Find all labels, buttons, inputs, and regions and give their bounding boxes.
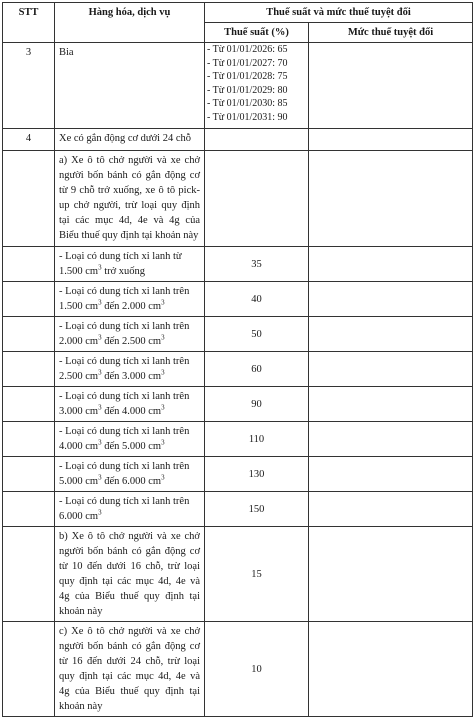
schedule-line: - Từ 01/01/2030: 85	[207, 98, 288, 109]
header-absolute: Mức thuế tuyệt đối	[309, 23, 473, 43]
table-row	[3, 387, 473, 422]
rate-cell: 35	[205, 247, 309, 282]
table-row	[3, 457, 473, 492]
schedule-line: - Từ 01/01/2026: 65	[207, 44, 288, 55]
table-row	[3, 151, 473, 247]
stt-cell	[3, 422, 55, 457]
stt-cell	[3, 151, 55, 247]
goods-cell: a) Xe ô tô chở người và xe chở người bốn bánh có gắn động cơ từ 9 chỗ trở xuống, xe ô tô pick-up chở người, trừ loại quy định tại các mục 4d, 4e và 4g của Biểu thuế quy định tại khoản này	[55, 151, 205, 247]
goods-cell: c) Xe ô tô chở người và xe chở người bốn bánh có gắn động cơ từ 16 đến dưới 24 chỗ, trừ loại quy định tại các mục 4d, 4e và 4g của Biểu thuế quy định tại khoản này	[55, 622, 205, 717]
table-row	[3, 282, 473, 317]
table-row	[3, 492, 473, 527]
rate-cell	[205, 151, 309, 247]
absolute-cell	[309, 317, 473, 352]
header-row-top	[3, 3, 473, 23]
goods-cell: - Loại có dung tích xi lanh trên 1.500 $cm^3$ đến 2.000 $cm^3$	[55, 282, 205, 317]
table-row	[3, 422, 473, 457]
rate-cell: 130	[205, 457, 309, 492]
absolute-cell	[309, 492, 473, 527]
rate-cell: 40	[205, 282, 309, 317]
stt-cell: 3	[3, 43, 55, 129]
goods-cell: b) Xe ô tô chở người và xe chở người bốn bánh có gắn động cơ từ 10 đến dưới 16 chỗ, trừ loại quy định tại các mục 4d, 4e và 4g của Biểu thuế quy định tại khoản này	[55, 527, 205, 622]
tax-rate-table	[2, 2, 473, 717]
goods-cell: - Loại có dung tích xi lanh trên 4.000 $cm^3$ đến 5.000 $cm^3$	[55, 422, 205, 457]
absolute-cell	[309, 422, 473, 457]
absolute-cell	[309, 387, 473, 422]
absolute-cell	[309, 129, 473, 151]
stt-cell	[3, 457, 55, 492]
absolute-cell	[309, 352, 473, 387]
stt-cell	[3, 387, 55, 422]
absolute-cell	[309, 622, 473, 717]
table-row	[3, 622, 473, 717]
rate-cell: 150	[205, 492, 309, 527]
absolute-cell	[309, 43, 473, 129]
header-rate: Thuế suất (%)	[205, 23, 309, 43]
goods-cell: - Loại có dung tích xi lanh trên 2.000 $cm^3$ đến 2.500 $cm^3$	[55, 317, 205, 352]
rate-cell: 60	[205, 352, 309, 387]
rate-cell: 90	[205, 387, 309, 422]
rate-cell: 110	[205, 422, 309, 457]
goods-cell: - Loại có dung tích xi lanh trên 3.000 $cm^3$ đến 4.000 $cm^3$	[55, 387, 205, 422]
stt-cell	[3, 622, 55, 717]
rate-cell: 15	[205, 527, 309, 622]
table-row	[3, 317, 473, 352]
table-row	[3, 247, 473, 282]
absolute-cell	[309, 151, 473, 247]
stt-cell	[3, 527, 55, 622]
stt-cell	[3, 247, 55, 282]
stt-cell	[3, 352, 55, 387]
goods-cell: - Loại có dung tích xi lanh trên 6.000 $cm^3$	[55, 492, 205, 527]
schedule-line: - Từ 01/01/2027: 70	[207, 57, 288, 69]
table-row	[3, 527, 473, 622]
rate-cell: 10	[205, 622, 309, 717]
goods-cell: Bia	[55, 43, 205, 129]
header-goods: Hàng hóa, dịch vụ	[55, 3, 205, 43]
table-row	[3, 352, 473, 387]
goods-cell: - Loại có dung tích xi lanh trên 2.500 $cm^3$ đến 3.000 $cm^3$	[55, 352, 205, 387]
absolute-cell	[309, 457, 473, 492]
rate-cell: 50	[205, 317, 309, 352]
stt-cell	[3, 492, 55, 527]
schedule-line: - Từ 01/01/2029: 80	[207, 84, 288, 96]
goods-cell: - Loại có dung tích xi lanh trên 5.000 $cm^3$ đến 6.000 $cm^3$	[55, 457, 205, 492]
absolute-cell	[309, 247, 473, 282]
goods-cell: Xe có gắn động cơ dưới 24 chỗ	[55, 129, 205, 151]
rate-cell	[205, 129, 309, 151]
table-row	[3, 43, 473, 129]
schedule-line: - Từ 01/01/2028: 75	[207, 71, 288, 82]
absolute-cell	[309, 527, 473, 622]
stt-cell: 4	[3, 129, 55, 151]
schedule-line: - Từ 01/01/2031: 90	[207, 111, 288, 123]
beer-rate-schedule	[205, 43, 309, 129]
stt-cell	[3, 317, 55, 352]
header-rate-group: Thuế suất và mức thuế tuyệt đối	[205, 3, 473, 23]
stt-cell	[3, 282, 55, 317]
header-stt: STT	[3, 3, 55, 43]
goods-cell: - Loại có dung tích xi lanh từ 1.500 $cm^3$ trở xuống	[55, 247, 205, 282]
absolute-cell	[309, 282, 473, 317]
table-row	[3, 129, 473, 151]
